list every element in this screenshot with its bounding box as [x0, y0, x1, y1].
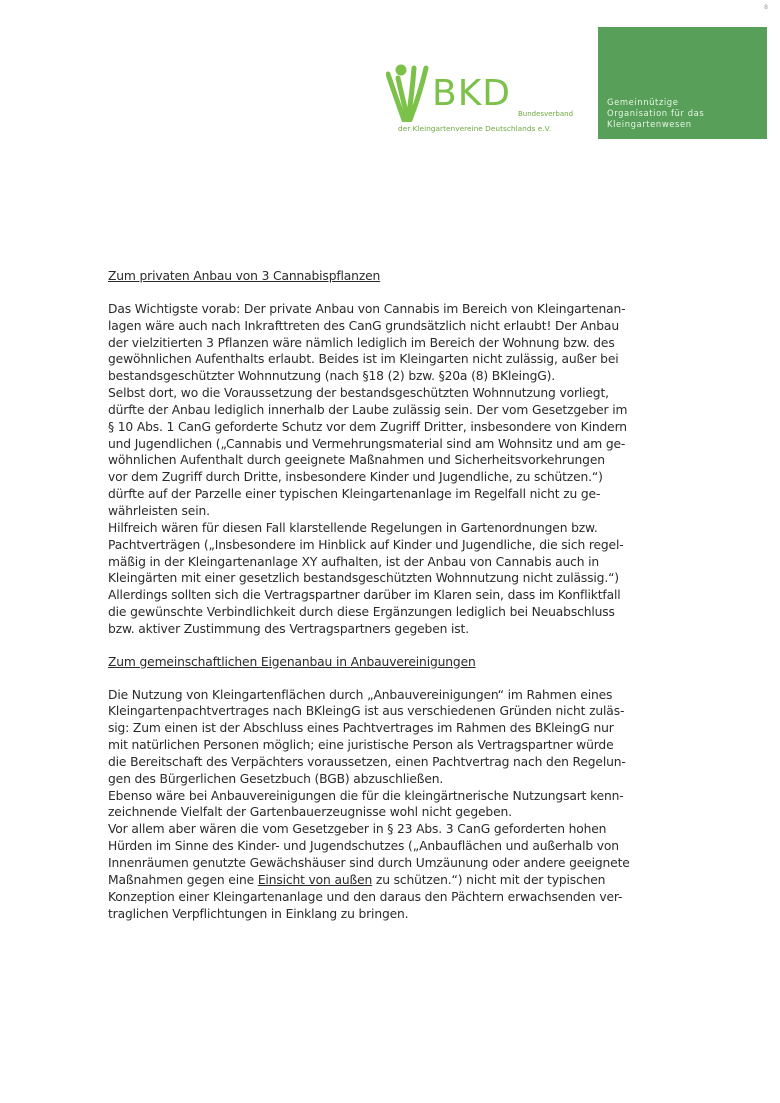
organisation-text — [607, 97, 759, 130]
text-line: gen des Bürgerlichen Gesetzbuch (BGB) abzuschließen. — [108, 771, 444, 786]
bkd-logo — [386, 62, 596, 142]
text-line: Hürden im Sinne des Kinder- und Jugendschutzes („Anbauflächen und außerhalb von — [108, 839, 619, 854]
text-line: Ebenso wäre bei Anbauvereinigungen die für die kleingärtnerische Nutzungsart kenn- — [108, 788, 624, 803]
text-line: mäßig in der Kleingartenanlage XY aufhalten, ist der Anbau von Cannabis auch in — [108, 554, 600, 569]
text-line: Innenräumen genutzte Gewächshäuser sind durch Umzäunung oder andere geeignete — [108, 856, 630, 870]
text-line: § 10 Abs. 1 CanG geforderte Schutz vor dem Zugriff Dritter, insbesondere von Kindern — [108, 419, 627, 434]
text-line: der vielzitierten 3 Pflanzen wäre nämlich lediglich im Bereich der Wohnung bzw. des — [108, 335, 615, 350]
text-line: gewöhnlichen Aufenthalts erlaubt. Beides ist im Kleingarten nicht zulässig, außer bei — [108, 352, 619, 367]
logo-subline: der Kleingartenvereine Deutschlands e.V. — [398, 124, 552, 133]
text-line: traglichen Verpflichtungen in Einklang zu bringen. — [108, 906, 409, 921]
underlined-phrase: Einsicht von außen — [257, 872, 373, 887]
text-line: zeichnende Vielfalt der Gartenbauerzeugnisse wohl nicht gegeben. — [108, 805, 512, 820]
organisation-line: Organisation für das — [607, 108, 705, 118]
text-line: mit natürlichen Personen möglich; eine juristische Person als Vertragspartner würde — [108, 738, 614, 753]
text-fragment: zu schützen.“) nicht mit der typischen — [372, 872, 606, 887]
section-paragraph — [108, 687, 630, 923]
text-line — [108, 872, 604, 889]
text-line: Konzeption einer Kleingartenanlage und den daraus den Pächtern erwachsenden ver- — [108, 889, 623, 904]
section-heading: Zum gemeinschaftlichen Eigenanbau in Anbauvereinigungen — [108, 654, 476, 669]
text-line: die Bereitschaft des Verpächters voraussetzen, einen Pachtvertrag nach den Regelun- — [108, 754, 626, 769]
text-line: Selbst dort, wo die Voraussetzung der bestandsgeschützten Wohnnutzung vorliegt, — [108, 386, 609, 401]
section-heading: Zum privaten Anbau von 3 Cannabispflanzen — [108, 269, 381, 283]
text-line: Kleingartenpachtvertrages nach BKleingG ist aus verschiedenen Gründen nicht zuläs- — [108, 704, 625, 719]
bkd-logo-icon — [386, 64, 432, 122]
text-line: dürfte der Anbau lediglich innerhalb der Laube zulässig sein. Der vom Gesetzgeber im — [108, 402, 628, 417]
text-line: Die Nutzung von Kleingartenflächen durch „Anbauvereinigungen“ im Rahmen eines — [108, 687, 613, 702]
text-line: Pachtverträgen („Insbesondere im Hinblick auf Kinder und Jugendliche, die sich regel- — [108, 537, 624, 552]
text-line: wöhnlichen Aufenthalt durch geeignete Maßnahmen und Sicherheitsvorkehrungen — [108, 453, 605, 468]
logo-wordmark: BKD — [432, 73, 512, 114]
text-line: Hilfreich wären für diesen Fall klarstellende Regelungen in Gartenordnungen bzw. — [108, 520, 598, 535]
text-line: bestandsgeschützter Wohnnutzung (nach §18 (2) bzw. §20a (8) BKleingG). — [108, 369, 556, 384]
text-line: dürfte auf der Parzelle einer typischen Kleingartenanlage im Regelfall nicht zu ge- — [108, 487, 601, 502]
organisation-line: Kleingartenwesen — [607, 119, 692, 129]
document-body — [108, 268, 630, 922]
text-fragment: Maßnahmen gegen eine — [108, 872, 258, 887]
text-line: währleisten sein. — [108, 503, 210, 518]
organisation-box — [598, 27, 767, 139]
text-line: die gewünschte Verbindlichkeit durch diese Ergänzungen lediglich bei Neuabschluss — [108, 605, 615, 620]
text-line: vor dem Zugriff durch Dritte, insbesondere Kinder und Jugendliche, zu schützen.“) — [108, 470, 603, 485]
text-line: Allerdings sollten sich die Vertragspartner darüber im Klaren sein, dass im Konfliktfall — [108, 588, 621, 603]
text-line: Kleingärten mit einer gesetzlich bestandsgeschützten Wohnnutzung nicht zulässig.“) — [108, 571, 619, 586]
section-paragraph — [108, 301, 628, 638]
text-line: und Jugendlichen („Cannabis und Vermehrungsmaterial sind am Wohnsitz und am ge- — [108, 436, 626, 451]
text-line: lagen wäre auch nach Inkrafttreten des CanG grundsätzlich nicht erlaubt! Der Anbau — [108, 318, 619, 333]
text-line: Vor allem aber wären die vom Gesetzgeber in § 23 Abs. 3 CanG geforderten hohen — [108, 822, 607, 837]
page-number: 8 — [764, 4, 768, 11]
logo-bundesverband: Bundesverband — [518, 110, 574, 118]
text-line: bzw. aktiver Zustimmung des Vertragspartners gegeben ist. — [108, 621, 469, 636]
text-line: sig: Zum einen ist der Abschluss eines Pachtvertrages im Rahmen des BKleingG nur — [108, 721, 614, 736]
organisation-line: Gemeinnützige — [607, 97, 679, 107]
text-line: Das Wichtigste vorab: Der private Anbau von Cannabis im Bereich von Kleingartenan- — [108, 301, 626, 316]
